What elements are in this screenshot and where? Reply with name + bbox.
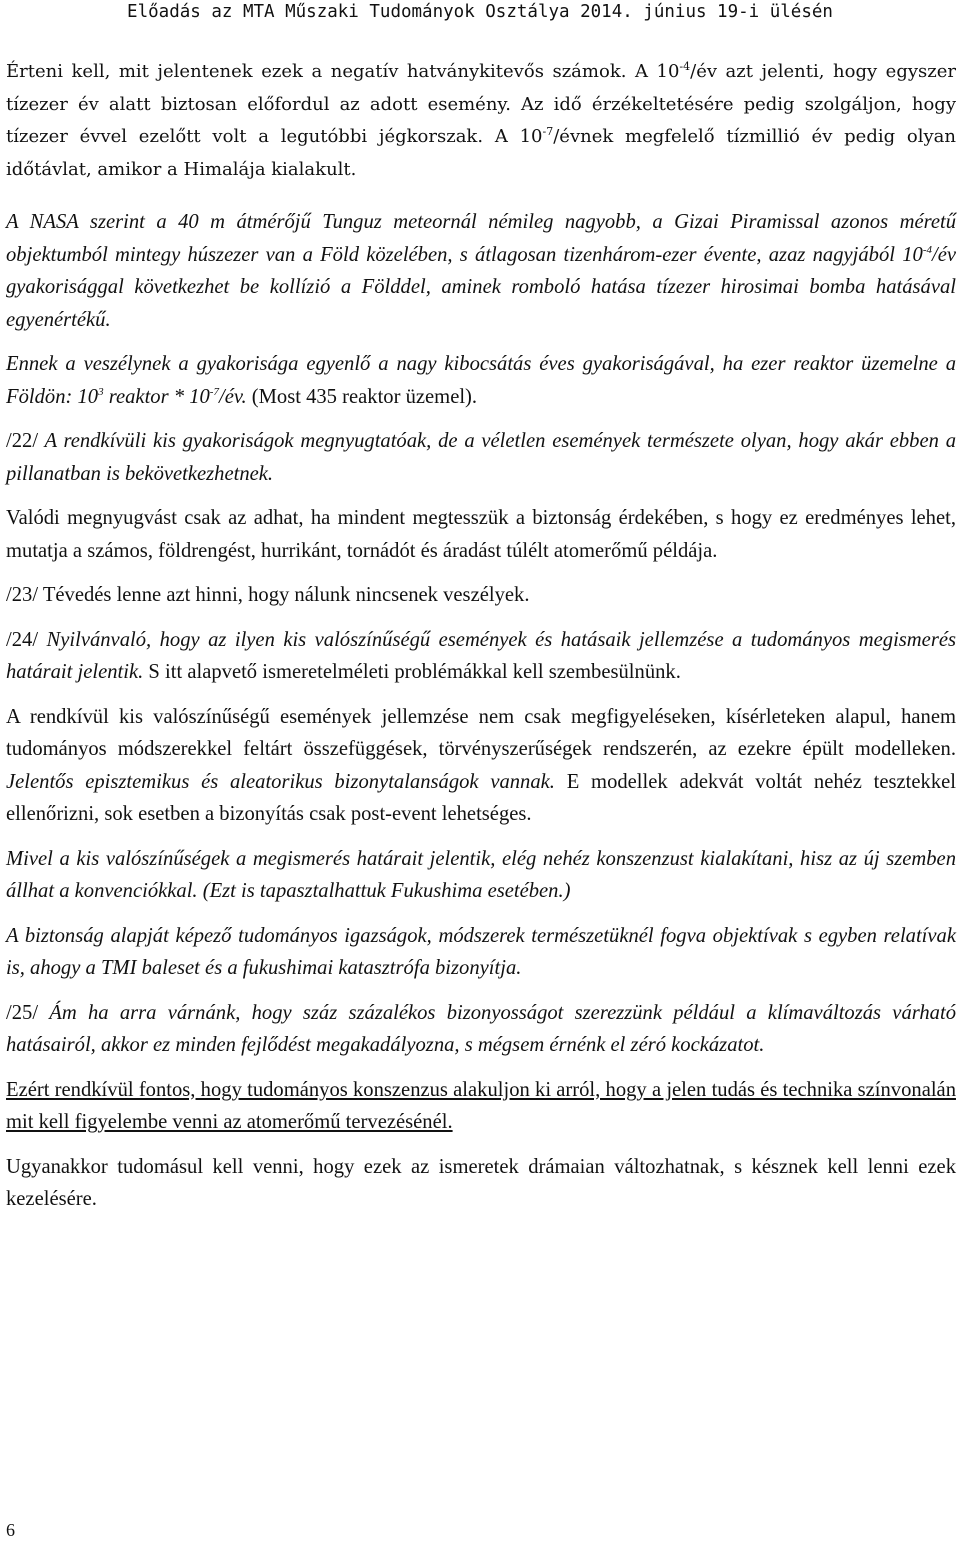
paragraph-25: /25/ Ám ha arra várnánk, hogy száz százalékos bizonyosságot szerezzünk például a klímaváltozás várható hatásairól, akkor ez minden fejlődést megakadályozna, s mégsem érnénk el zéró kockázatot. (6, 1001, 956, 1056)
section-number: /24/ (6, 628, 39, 651)
paragraph-conclusion: Ugyanakkor tudomásul kell venni, hogy ezek az ismeretek drámaian változhatnak, s késznek kell lenni ezek kezelésére. (6, 1155, 956, 1210)
running-header: Előadás az MTA Műszaki Tudományok Osztálya 2014. június 19-i ülésén (127, 2, 833, 22)
paragraph-reassurance: Valódi megnyugvást csak az adhat, ha mindent megtesszük a biztonság érdekében, s hogy ez eredményes lehet, mutatja a számos, földrengést, hurrikánt, tornádót és áradást túlélt atomerőmű példája. (6, 507, 956, 562)
paragraph-24: /24/ Nyilvánvaló, hogy az ilyen kis valószínűségű események és hatásaik jellemzése a tudományos megismerés határait jelentik. S itt alapvető ismeretelméleti problémákkal kell szembesülnünk. (6, 628, 956, 683)
paragraph-scientific-truths: A biztonság alapját képező tudományos igazságok, módszerek természetüknél fogva objektívak s egyben relatívak is, ahogy a TMI baleset és a fukushimai katasztrófa bizonyítja. (6, 924, 956, 979)
page-number: 6 (6, 1520, 15, 1540)
paragraph-nasa-meteor: A NASA szerint a 40 m átmérőjű Tunguz meteornál némileg nagyobb, a Gizai Piramissal azonos méretű objektumból mintegy húszezer van a Föld közelében, s átlagosan tizenhárom-ezer évente, azaz nagyjából $10^{-4}/év$ gyakorisággal következhet be kollízió a Földdel, aminek romboló hatása tízezer hirosimai bomba hatásával egyenértékű. (6, 211, 956, 331)
paragraph-uncertainty: A rendkívül kis valószínűségű események jellemzése nem csak megfigyeléseken, kísérleteken alapul, hanem tudományos módszerekkel feltárt összefüggések, törvényszerűségek rendszerén, az ezekre épült modelleken. Jelentős episztemikus és aleatorikus bizonytalanságok vannak. E modellek adekvát voltát nehéz tesztekkel ellenőrizni, sok esetben a bizonyítás csak post-event lehetséges. (6, 705, 957, 825)
paragraph-22: /22/ A rendkívüli kis gyakoriságok megnyugtatóak, de a véletlen események természete olyan, hogy akár ebben a pillanatban is bekövetkezhetnek. (6, 430, 956, 485)
paragraph-consensus: Mivel a kis valószínűségek a megismerés határait jelentik, elég nehéz konszenzust kialakítani, hisz az új szemben állhat a konvenciókkal. (Ezt is tapasztalhattuk Fukushima esetében.) (6, 847, 956, 902)
paragraph-reactor-frequency: Ennek a veszélynek a gyakorisága egyenlő a nagy kibocsátás éves gyakoriságával, ha ezer reaktor üzemelne a Földön: $10^3$ reaktor * $10^{-7}/év$. (Most 435 reaktor üzemel). (6, 353, 956, 408)
paragraph-23: /23/ Tévedés lenne azt hinni, hogy nálunk nincsenek veszélyek. (6, 584, 530, 606)
paragraph-important-consensus: Ezért rendkívül fontos, hogy tudományos konszenzus alakuljon ki arról, hogy a jelen tudás és technika színvonalán mit kell figyelembe venni az atomerőmű tervezésénél. (6, 1078, 956, 1133)
document-body (6, 56, 956, 1228)
section-number: /22/ (6, 430, 39, 452)
section-number: /25/ (6, 1001, 39, 1024)
paragraph-frequency-meaning: Érteni kell, mit jelentenek ezek a negatív hatványkitevős számok. A $10^{-4}/év$ azt jelenti, hogy egyszer tízezer év alatt biztosan előfordul az adott esemény. Az idő érzékeltetésére pedig szolgáljon, hogy tízezer évvel ezelőtt volt a legutóbbi jégkorszak. A $10^{-7}$/évnek megfelelő tízmillió év pedig olyan időtávlat, amikor a Himalája kialakult. (6, 60, 956, 180)
